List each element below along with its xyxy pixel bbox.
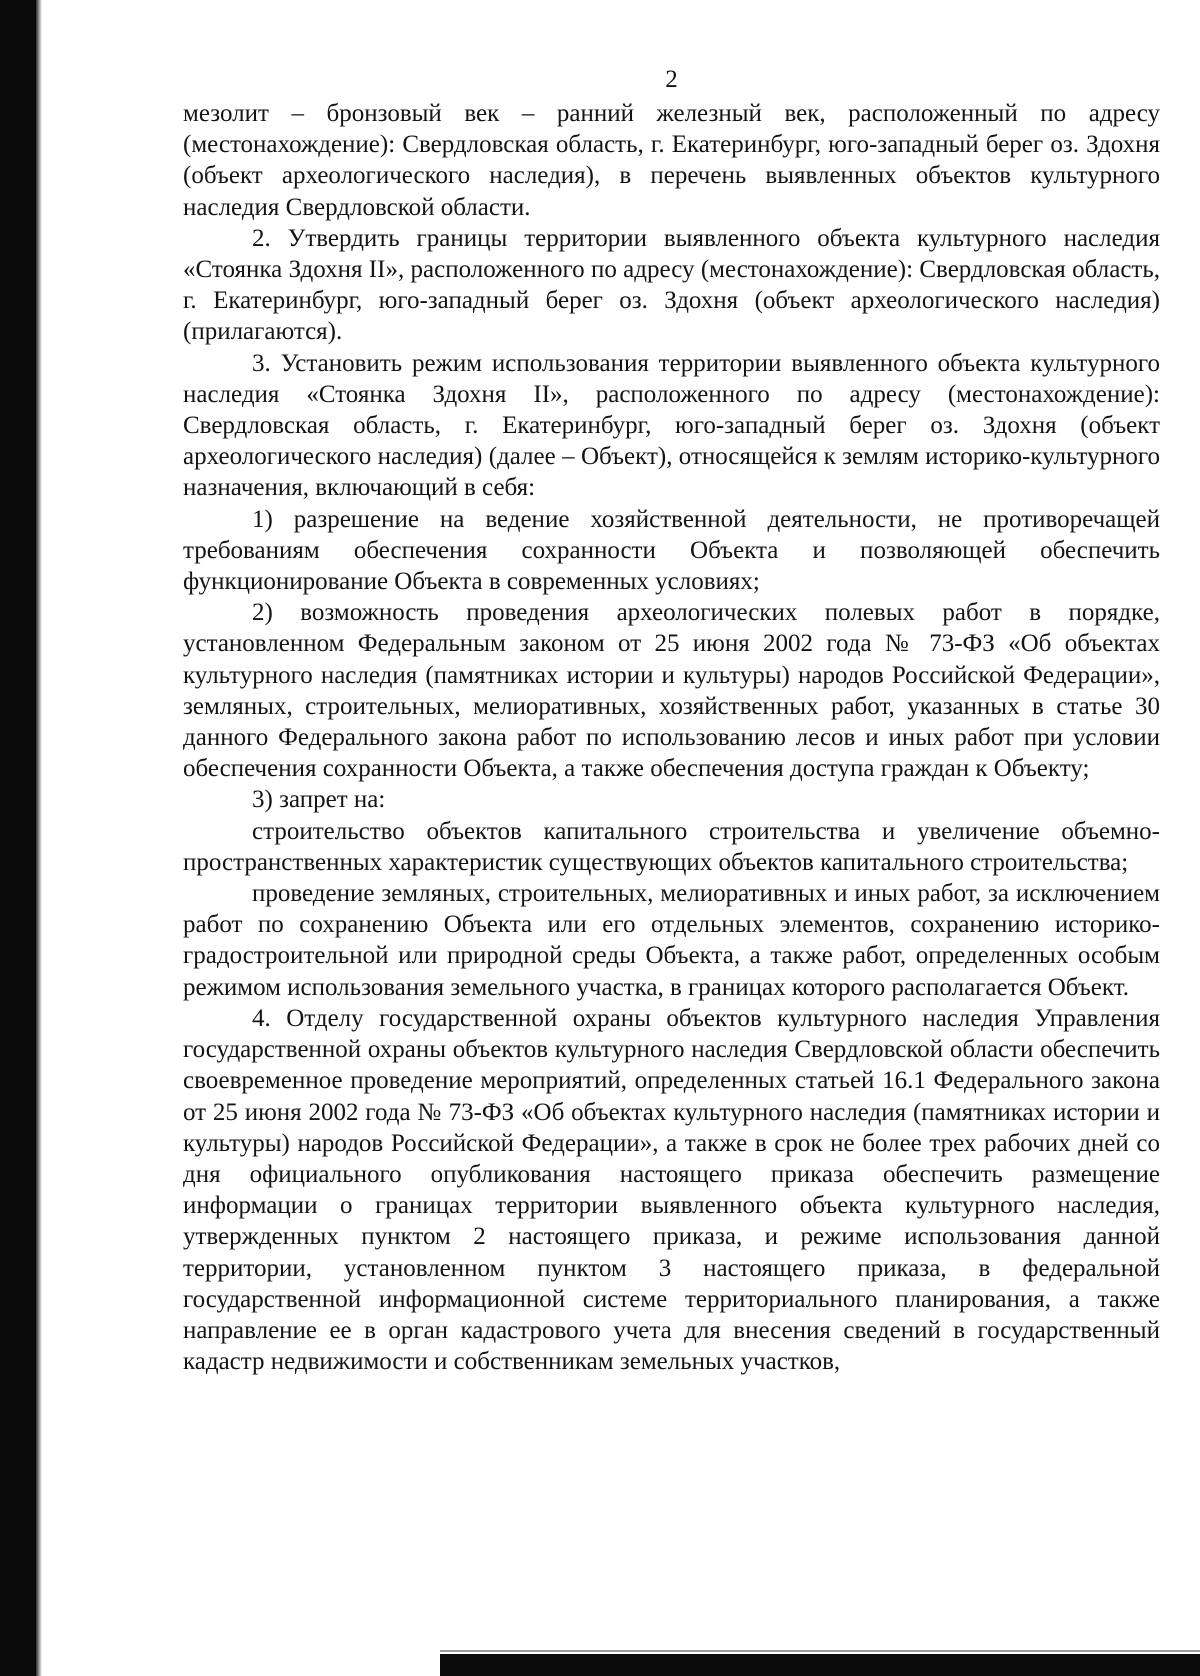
scan-edge-bottom-line [440,1650,1200,1652]
paragraph-subitem-1: 1) разрешение на ведение хозяйственной деятельности, не противоречащей требованиям обеспечения сохранности Объекта и позволяющей обеспечить функционирование Объекта в современных условиях; [183,505,1160,596]
paragraph-item-4: 4. Отделу государственной охраны объектов культурного наследия Управления государственной охраны объектов культурного наследия Свердловской области обеспечить своевременное проведение мероприятий, определенных статьей 16.1 Федерального закона от 25 июня 2002 года № 73-ФЗ «Об объектах культурного наследия (памятниках истории и культуры) народов Российской Федерации», а также в срок не более трех рабочих дней со дня официального опубликования настоящего приказа обеспечить размещение информации о границах территории выявленного объекта культурного наследия, утвержденных пунктом 2 настоящего приказа, и режиме использования данной территории, установленном пунктом 3 настоящего приказа, в федеральной государственной информационной системе территориального планирования, а также направление ее в орган кадастрового учета для внесения сведений в государственный кадастр недвижимости и собственникам земельных участков, [183,1004,1160,1376]
page-number: 2 [665,66,678,93]
paragraph-prohibition-construction: строительство объектов капитального строительства и увеличение объемно-пространственных характеристик существующих объектов капитального строительства; [183,817,1160,876]
scan-edge-bottom [440,1654,1200,1676]
paragraph-item-3: 3. Установить режим использования территории выявленного объекта культурного наследия «Стоянка Здохня II», расположенного по адресу (местонахождение): Свердловская область, г. Екатеринбург, юго-западный берег оз. Здохня (объект археологического наследия) (далее – Объект), относящейся к землям историко-культурного назначения, включающий в себя: [183,349,1160,502]
scan-edge-left [0,0,36,1676]
scan-edge-shadow [36,0,42,1676]
paragraph-subitem-3: 3) запрет на: [252,786,386,814]
paragraph-subitem-2: 2) возможность проведения археологических полевых работ в порядке, установленном Федеральным законом от 25 июня 2002 года № 73-ФЗ «Об объектах культурного наследия (памятниках истории и культуры) народов Российской Федерации», земляных, строительных, мелиоративных, хозяйственных работ, указанных в статье 30 данного Федерального закона работ по использованию лесов и иных работ при условии обеспечения сохранности Объекта, а также обеспечения доступа граждан к Объекту; [183,599,1160,783]
document-page [183,64,1160,1377]
paragraph-prohibition-works: проведение земляных, строительных, мелиоративных и иных работ, за исключением работ по сохранению Объекта или его отдельных элементов, сохранению историко-градостроительной или природной среды Объекта, а также работ, определенных особым режимом использования земельного участка, в границах которого располагается Объект. [183,880,1160,1001]
paragraph-item-2: 2. Утвердить границы территории выявленного объекта культурного наследия «Стоянка Здохня II», расположенного по адресу (местонахождение): Свердловская область, г. Екатеринбург, юго-западный берег оз. Здохня (объект археологического наследия) (прилагаются). [183,224,1160,346]
paragraph-continuation: мезолит – бронзовый век – ранний железный век, расположенный по адресу (местонахождение): Свердловская область, г. Екатеринбург, юго-западный берег оз. Здохня (объект археологического наследия), в перечень выявленных объектов культурного наследия Свердловской области. [183,100,1160,221]
